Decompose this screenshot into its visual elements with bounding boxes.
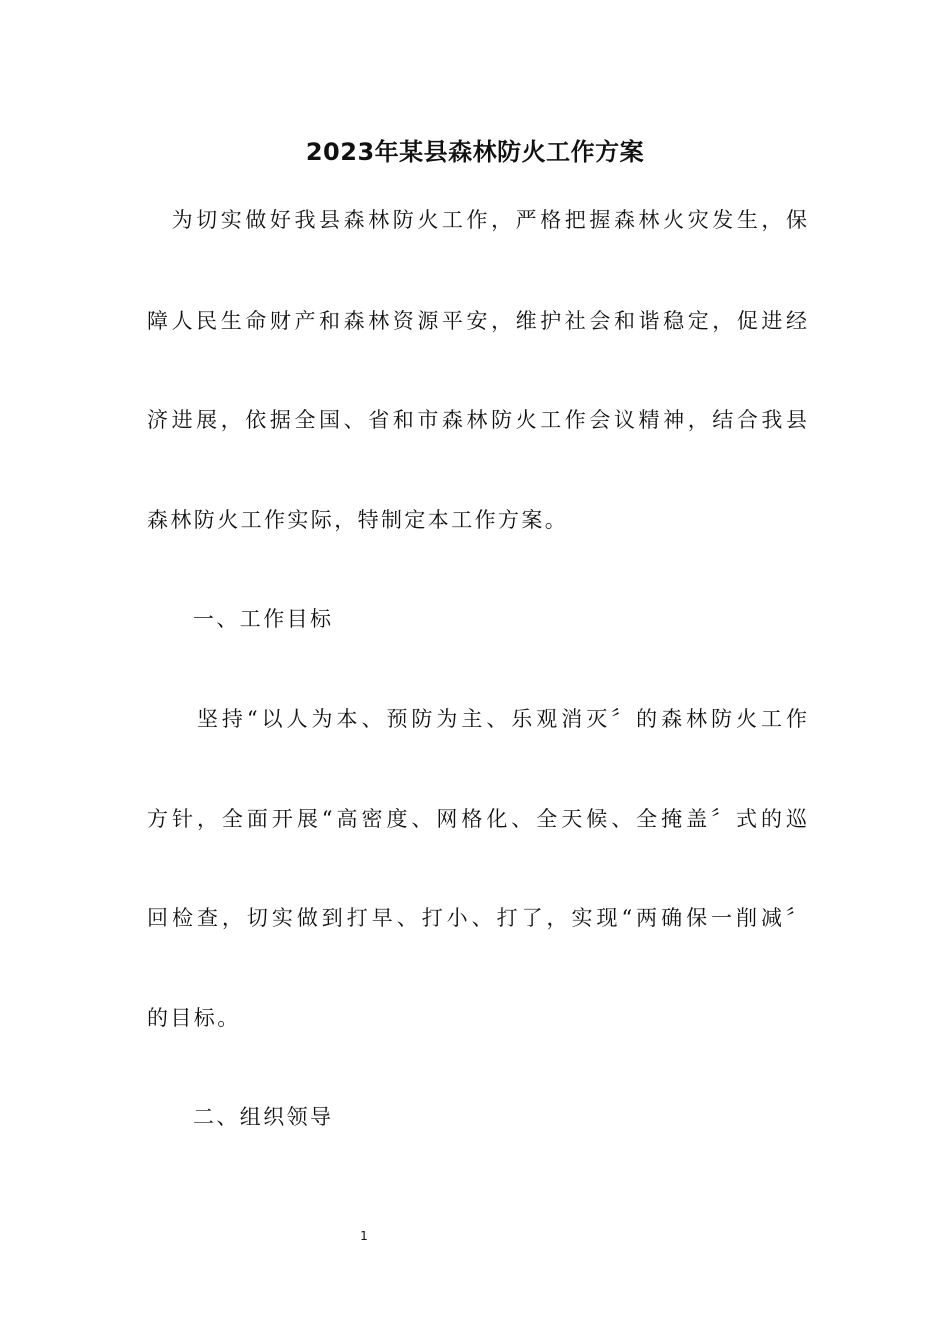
paragraph-line: 森林防火工作实际，特制定本工作方案。 [147,508,569,532]
paragraph-line: 的目标。 [147,1006,241,1030]
paragraph-line: 回检查，切实做到打早、打小、打了，实现“两确保一削减〞 [147,906,807,930]
paragraph-line: 障人民生命财产和森林资源平安，维护社会和谐稳定，促进经 [147,309,807,333]
document-title: 2023年某县森林防火工作方案 [305,138,645,166]
section-heading-goals: 一、工作目标 [193,607,334,631]
paragraph-line: 为切实做好我县森林防火工作，严格把握森林火灾发生，保 [147,208,807,232]
paragraph-line: 济进展，依据全国、省和市森林防火工作会议精神，结合我县 [147,408,807,432]
page-number: 1 [360,1229,368,1243]
section-heading-organization: 二、组织领导 [193,1105,334,1129]
paragraph-line: 方针，全面开展“高密度、网格化、全天候、全掩盖〞式的巡 [147,807,807,831]
paragraph-line: 坚持“以人为本、预防为主、乐观消灭〞的森林防火工作 [147,707,807,731]
